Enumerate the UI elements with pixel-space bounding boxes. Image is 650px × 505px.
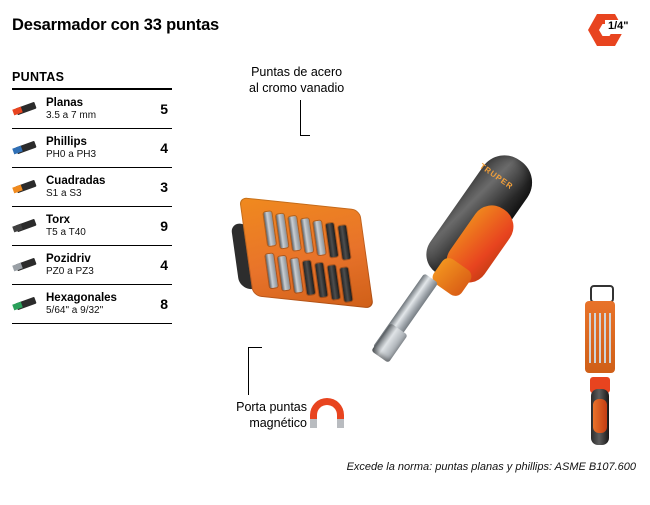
packaged-product-illustration <box>578 285 622 447</box>
drive-size-label: 1/4" <box>605 20 632 34</box>
bit-text <box>46 292 140 317</box>
bit-quantity: 8 <box>160 296 168 312</box>
bit-range: 3.5 a 7 mm <box>46 110 97 122</box>
bits-table <box>12 70 172 324</box>
table-row <box>12 168 172 207</box>
bit-text <box>46 175 140 200</box>
callout-magnetic-holder <box>212 400 307 431</box>
callout-steel-line2: al cromo vanadio <box>249 80 345 95</box>
magnet-icon <box>310 398 344 430</box>
bit-name: Cuadradas <box>46 174 106 187</box>
bit-quantity: 4 <box>160 257 168 273</box>
bit-name: Phillips <box>46 135 87 148</box>
bit-text <box>46 136 140 161</box>
bits-table-header: PUNTAS <box>12 70 172 90</box>
package-bits-block <box>585 301 615 373</box>
bit-name: Pozidriv <box>46 252 91 265</box>
bit-name: Hexagonales <box>46 291 117 304</box>
pozidriv-bit-icon <box>12 252 42 278</box>
table-row <box>12 207 172 246</box>
standards-footnote: Excede la norma: puntas planas y phillips: ASME B107.600 <box>346 461 636 473</box>
leader-line-magnet <box>248 347 249 395</box>
callout-steel-line1: Puntas de acero <box>251 65 343 79</box>
leader-line-magnet-head <box>248 347 262 348</box>
package-handle <box>591 389 609 445</box>
hex-bit-icon <box>12 291 42 317</box>
screwdriver-illustration <box>335 140 525 370</box>
bit-range: PZ0 a PZ3 <box>46 266 94 278</box>
drive-size-badge <box>588 14 632 46</box>
phillips-bit-icon <box>12 135 42 161</box>
bit-name: Torx <box>46 213 71 226</box>
bit-text <box>46 253 140 278</box>
bit-quantity: 5 <box>160 101 168 117</box>
table-row <box>12 285 172 324</box>
bit-quantity: 3 <box>160 179 168 195</box>
torx-bit-icon <box>12 213 42 239</box>
leader-line-steel-foot <box>300 135 310 136</box>
bit-quantity: 9 <box>160 218 168 234</box>
leader-line-steel <box>300 100 301 136</box>
product-illustration <box>225 140 525 390</box>
table-row <box>12 129 172 168</box>
bit-quantity: 4 <box>160 140 168 156</box>
bit-text <box>46 97 140 122</box>
bit-range: 5/64" a 9/32" <box>46 305 104 317</box>
bit-name: Planas <box>46 96 84 109</box>
bit-range: T5 a T40 <box>46 227 86 239</box>
table-row <box>12 90 172 129</box>
square-bit-icon <box>12 174 42 200</box>
bit-range: PH0 a PH3 <box>46 149 97 161</box>
table-row <box>12 246 172 285</box>
flat-bit-icon <box>12 96 42 122</box>
callout-steel-bits <box>249 65 344 96</box>
callout-magnet-line2: magnético <box>249 415 307 430</box>
bit-text <box>46 214 140 239</box>
brand-stamp: TRUPER <box>477 161 515 192</box>
callout-magnet-line1: Porta puntas <box>236 400 307 414</box>
bit-range: S1 a S3 <box>46 188 82 200</box>
page-title: Desarmador con 33 puntas <box>12 16 220 34</box>
